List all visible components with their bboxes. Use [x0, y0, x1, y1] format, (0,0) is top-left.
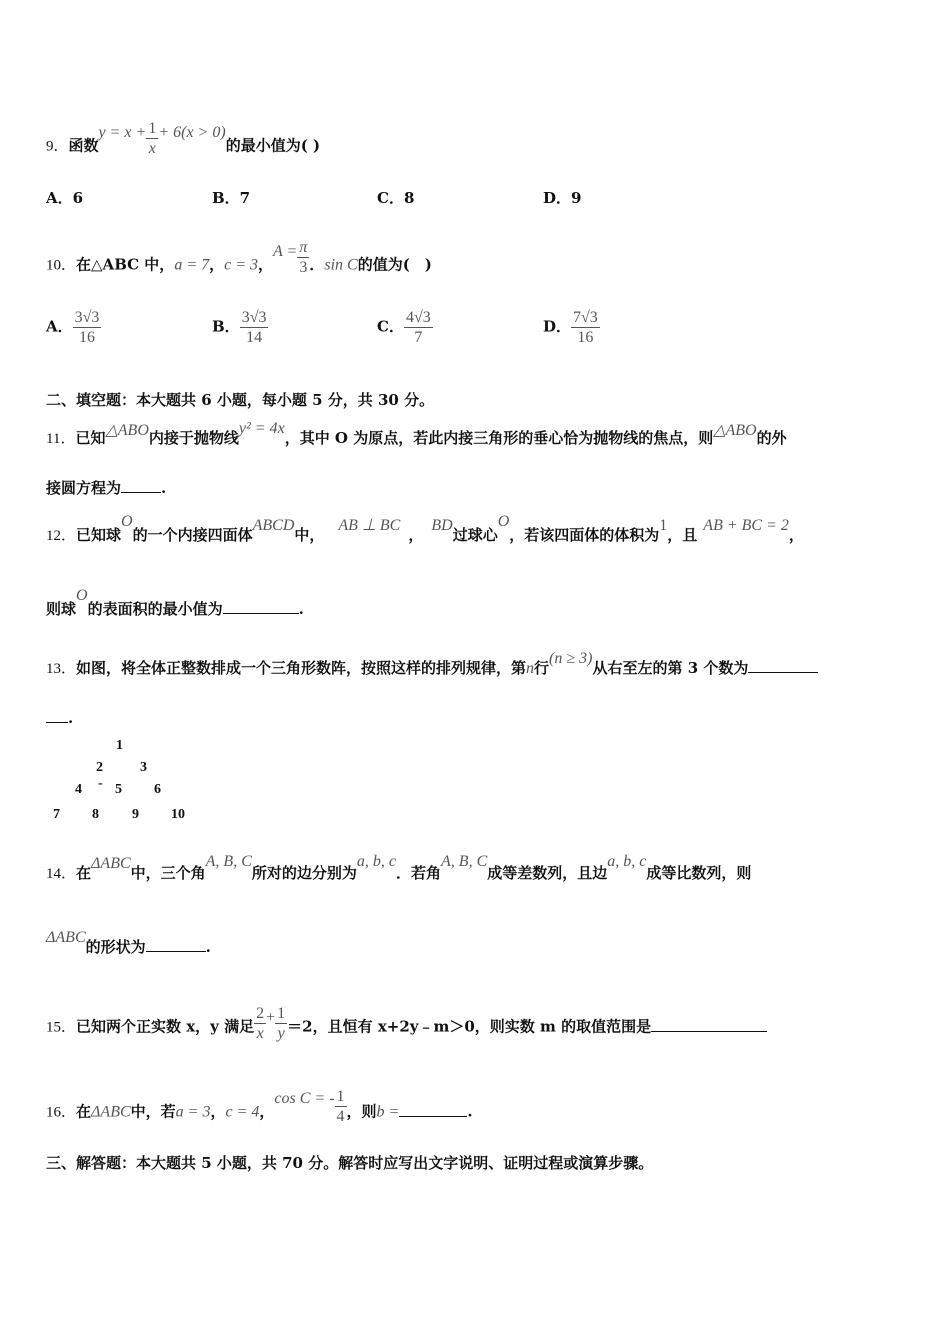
- q10-option-b: [212, 308, 268, 347]
- q14-math-2: A, B, C: [205, 853, 252, 870]
- q14-math-4: A, B, C: [441, 853, 488, 870]
- question-12-line-2: [46, 587, 304, 619]
- q16-math-1: ΔABC: [91, 1103, 131, 1121]
- q10-option-d: [543, 308, 600, 347]
- q14-line2-math: ΔABC: [46, 929, 86, 946]
- q12-line2-text-1: 则球: [46, 600, 77, 618]
- q16-text-4: ，: [259, 1102, 275, 1121]
- q10-number: 10．: [46, 257, 77, 274]
- q10-option-b-den: 14: [246, 329, 263, 346]
- q12-math-2: ABCD: [252, 517, 295, 534]
- q13-number: 13．: [46, 661, 77, 677]
- question-14-line-2: [46, 929, 211, 957]
- q10-sep2: ，: [258, 255, 274, 274]
- q11-number: 11．: [46, 431, 76, 447]
- q9-option-c: C．8: [377, 189, 415, 207]
- q16-text-1: 在: [76, 1102, 92, 1121]
- q16-math-5: b =: [376, 1103, 400, 1121]
- q12-math-6: 1: [659, 517, 668, 534]
- q12-text-6: ，若该四面体的体积为: [509, 526, 660, 544]
- q16-frac-den: 4: [336, 1108, 345, 1125]
- q13-math-2: (n ≥ 3): [549, 650, 593, 667]
- q9-formula-right: + 6(x > 0): [158, 123, 226, 141]
- q15-text-2: ＝2，且恒有 x+2y﹣m＞0，则实数 m 的取值范围是: [287, 1017, 652, 1036]
- q12-math-1: O: [121, 513, 133, 530]
- q12-line2-math: O: [76, 587, 88, 604]
- q9-option-b: B．7: [212, 189, 251, 207]
- q16-blank[interactable]: [399, 1102, 467, 1117]
- q10-post: 的值为( ): [357, 255, 432, 274]
- q15-fraction-2: [275, 1004, 287, 1043]
- q16-end: .: [467, 1102, 473, 1121]
- q12-end: .: [298, 600, 304, 618]
- section-3-heading: 三、解答题：本大题共 5 小题，共 70 分。解答时应写出文字说明、证明过程或演算步骤。: [46, 1154, 654, 1172]
- q16-math-4: cos C = -: [274, 1089, 335, 1107]
- q10-A-label: A =: [273, 242, 298, 260]
- q10-sinC: sin C: [324, 256, 358, 274]
- triangle-number: 1: [116, 738, 123, 753]
- q11-text-2: 内接于抛物线: [148, 429, 239, 447]
- section-2-heading: 二、填空题：本大题共 6 小题，每小题 5 分，共 30 分。: [46, 391, 435, 409]
- q11-math-2: y² = 4x: [238, 420, 285, 437]
- q12-text-1: 已知球: [76, 526, 122, 544]
- q12-number: 12．: [46, 528, 77, 544]
- q15-text-1: 已知两个正实数 x，y 满足: [76, 1017, 255, 1036]
- q12-blank[interactable]: [223, 599, 299, 614]
- q14-text-4: ．若角: [396, 864, 442, 882]
- q14-text-3: 所对的边分别为: [251, 864, 357, 882]
- q10-option-c-label: C．: [377, 317, 404, 336]
- q9-pre: 函数: [68, 136, 99, 155]
- q10-option-d-num: 7√3: [573, 309, 598, 326]
- q10-option-a-label: A．: [46, 317, 73, 336]
- triangle-number: 6: [154, 782, 161, 797]
- q10-A-num: π: [299, 239, 308, 256]
- triangle-number: 5: [115, 782, 122, 797]
- q15-frac1-den: x: [256, 1025, 264, 1042]
- question-15: [46, 1005, 767, 1047]
- q14-math-1: ΔABC: [91, 855, 131, 872]
- q10-A-fraction: [297, 238, 309, 277]
- q14-line2-text: 的形状为: [85, 938, 146, 956]
- q12-math-4: BD: [431, 517, 453, 534]
- q9-formula-left: y = x +: [98, 123, 147, 141]
- q16-math-3: c = 4: [225, 1103, 260, 1121]
- triangle-number: 10: [171, 807, 185, 822]
- q10-c: c = 3: [224, 256, 259, 274]
- q16-text-3: ，: [210, 1102, 226, 1121]
- q14-number: 14．: [46, 866, 77, 882]
- q12-text-4: ，: [408, 526, 424, 544]
- q10-option-a-frac: [73, 308, 102, 347]
- q10-option-c-den: 7: [414, 329, 423, 346]
- question-11: [46, 420, 787, 448]
- q10-option-c: [377, 308, 433, 347]
- q16-text-2: 中，若: [130, 1102, 176, 1121]
- q10-option-d-den: 16: [577, 329, 594, 346]
- q11-text-1: 已知: [75, 429, 106, 447]
- q13-end: .: [68, 709, 74, 727]
- q10-pre: 在△ABC 中，: [76, 255, 175, 274]
- q16-fraction: [335, 1087, 347, 1126]
- q13-text-1: 如图，将全体正整数排成一个三角形数阵，按照这样的排列规律，第: [76, 659, 527, 677]
- q9-option-a: A．6: [46, 189, 84, 207]
- triangle-dash: -: [98, 776, 103, 791]
- q10-option-b-num: 3√3: [241, 309, 267, 326]
- q16-math-2: a = 3: [175, 1103, 211, 1121]
- question-16: [46, 1088, 473, 1132]
- q13-math-1: n: [526, 660, 535, 677]
- q12-text-5: 过球心: [452, 526, 498, 544]
- q14-text-5: 成等差数列，且边: [487, 864, 608, 882]
- q10-option-d-frac: [571, 308, 600, 347]
- q10-sep1: ，: [209, 255, 225, 274]
- q15-frac2-den: y: [277, 1025, 285, 1042]
- q12-text-2: 的一个内接四面体: [132, 526, 253, 544]
- q10-a: a = 7: [174, 256, 210, 274]
- q11-text-3: ，其中 O 为原点，若此内接三角形的垂心恰为抛物线的焦点，则: [284, 429, 714, 447]
- q15-number: 15．: [46, 1019, 77, 1036]
- triangle-number: 7: [53, 807, 60, 822]
- q11-math-3: △ABO: [713, 422, 757, 439]
- question-13: [46, 650, 818, 678]
- q11-text-4: 的外: [756, 429, 787, 447]
- q9-fraction: [146, 119, 158, 158]
- q14-text-6: 成等比数列，则: [646, 864, 752, 882]
- q11-math-1: △ABO: [105, 422, 149, 439]
- q14-end: .: [205, 938, 211, 956]
- q11-blank[interactable]: [121, 478, 161, 493]
- q10-option-c-num: 4√3: [405, 309, 431, 326]
- q13-text-2: 行: [534, 659, 550, 677]
- q14-math-3: a, b, c: [356, 853, 396, 870]
- q14-text-2: 中，三个角: [130, 864, 206, 882]
- triangle-number: 8: [92, 807, 99, 822]
- q14-blank[interactable]: [146, 937, 206, 952]
- q9-number: 9．: [46, 138, 69, 155]
- q12-math-7: AB + BC = 2: [703, 517, 789, 534]
- q14-text-1: 在: [76, 864, 92, 882]
- q15-fraction-1: [254, 1004, 266, 1043]
- q15-frac1-num: 2: [256, 1005, 265, 1022]
- q11-line2-text: 接圆方程为: [46, 479, 122, 497]
- q10-option-c-frac: [404, 308, 433, 347]
- q16-number: 16．: [46, 1104, 77, 1121]
- q10-A-den: 3: [299, 259, 308, 276]
- q12-math-5: O: [497, 513, 510, 530]
- q15-frac2-num: 1: [277, 1005, 286, 1022]
- q9-frac-num: 1: [148, 120, 157, 137]
- q9-frac-den: x: [148, 140, 156, 157]
- q13-blank-cont[interactable]: [46, 708, 68, 723]
- q11-end: .: [161, 479, 167, 497]
- question-14: [46, 853, 752, 883]
- triangle-number: 2: [96, 760, 103, 775]
- q9-post: 的最小值为( ): [225, 136, 321, 155]
- q10-option-a-num: 3√3: [74, 309, 100, 326]
- q13-blank[interactable]: [748, 658, 818, 673]
- q10-option-a-den: 16: [79, 329, 96, 346]
- q15-plus: +: [266, 1008, 276, 1026]
- q10-option-b-frac: [240, 308, 269, 347]
- q12-line2-text-2: 的表面积的最小值为: [87, 600, 223, 618]
- q9-option-d: D．9: [543, 189, 582, 207]
- q10-option-d-label: D．: [543, 317, 572, 336]
- question-13-line-2: [46, 708, 73, 727]
- question-9: [46, 120, 321, 166]
- triangle-number: 3: [140, 760, 147, 775]
- q14-math-5: a, b, c: [607, 853, 647, 870]
- question-10: [46, 239, 432, 285]
- question-12: [46, 513, 804, 545]
- q16-text-5: ，则: [346, 1102, 377, 1121]
- q12-text-7: ，且: [667, 526, 698, 544]
- q15-blank[interactable]: [651, 1017, 767, 1032]
- q16-frac-num: 1: [336, 1088, 345, 1105]
- q10-sep3: ．: [309, 255, 325, 274]
- q10-option-a: [46, 308, 101, 347]
- q12-text-8: ，: [788, 526, 804, 544]
- q10-option-b-label: B．: [212, 317, 240, 336]
- q13-text-3: 从右至左的第 3 个数为: [592, 659, 749, 677]
- triangle-number: 9: [132, 807, 139, 822]
- triangle-number: 4: [75, 782, 82, 797]
- q12-math-3: AB ⊥ BC: [338, 517, 401, 534]
- question-11-line-2: [46, 477, 166, 498]
- q12-text-3: 中，: [294, 526, 325, 544]
